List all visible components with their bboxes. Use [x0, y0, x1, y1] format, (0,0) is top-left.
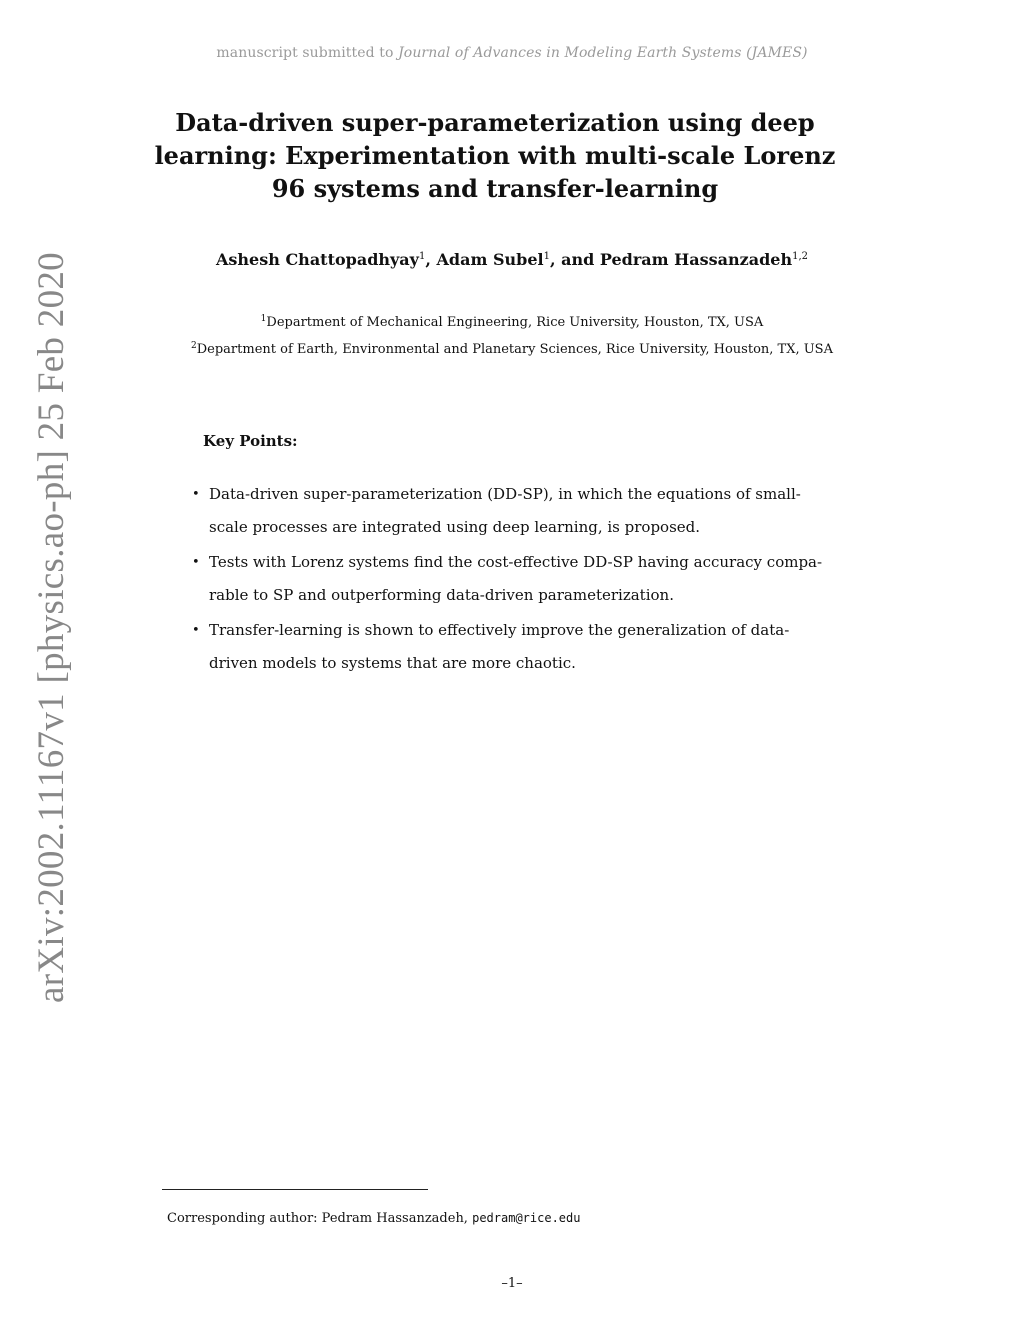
affiliation-mark: 2 — [191, 341, 197, 351]
key-point-item — [190, 614, 830, 680]
affiliation — [0, 314, 1024, 330]
author-name: Ashesh Chattopadhyay — [216, 250, 419, 269]
affiliation-mark: 1 — [260, 314, 267, 324]
author-separator: , — [425, 250, 437, 269]
running-header — [0, 45, 1024, 61]
footnote-divider — [162, 1189, 428, 1190]
arxiv-stamp: arXiv:2002.11167v1 [physics.ao-ph] 25 Feb 2020 — [31, 252, 72, 1003]
paper-title: Data-driven super-parameterization using deep learning: Experimentation with multi-scale Lorenz 96 systems and transfer-learning — [154, 108, 836, 203]
key-point-text: Transfer-learning is shown to effectively improve the generalization of data-driven models to systems that are more chaotic. — [209, 621, 790, 672]
key-point-text: Data-driven super-parameterization (DD-SP), in which the equations of small-scale processes are integrated using deep learning, is proposed. — [209, 485, 801, 536]
affiliation-text: Department of Mechanical Engineering, Rice University, Houston, TX, USA — [266, 315, 764, 330]
author-list — [0, 250, 1024, 269]
affiliation-text: Department of Earth, Environmental and Planetary Sciences, Rice University, Houston, TX, USA — [196, 342, 833, 357]
author-affil-mark: 1 — [543, 251, 550, 262]
header-journal: Journal of Advances in Modeling Earth Systems (JAMES) — [398, 45, 808, 61]
bullet-marker: • — [192, 555, 200, 570]
key-point-item — [190, 478, 830, 544]
key-points-list — [190, 478, 830, 682]
author-separator: , and — [549, 250, 600, 269]
key-point-text: Tests with Lorenz systems find the cost-effective DD-SP having accuracy compa-rable to SP and outperforming data-driven parameterization. — [209, 553, 823, 604]
author-email-link[interactable]: pedram@rice.edu — [472, 1211, 581, 1225]
key-points-heading: Key Points: — [203, 432, 298, 450]
author-affil-mark: 1,2 — [792, 251, 808, 262]
corresponding-author-footnote — [167, 1211, 580, 1226]
key-point-item — [190, 546, 830, 612]
author-name: Adam Subel — [436, 250, 544, 269]
author-name: Pedram Hassanzadeh — [599, 250, 793, 269]
footnote-label: Corresponding author: Pedram Hassanzadeh, — [167, 1211, 468, 1226]
affiliation — [0, 341, 1024, 357]
author-affil-mark: 1 — [418, 251, 426, 262]
page-number: –1– — [501, 1276, 523, 1291]
header-prefix: manuscript submitted to — [216, 45, 394, 61]
bullet-marker: • — [192, 623, 200, 638]
bullet-marker: • — [192, 487, 200, 502]
